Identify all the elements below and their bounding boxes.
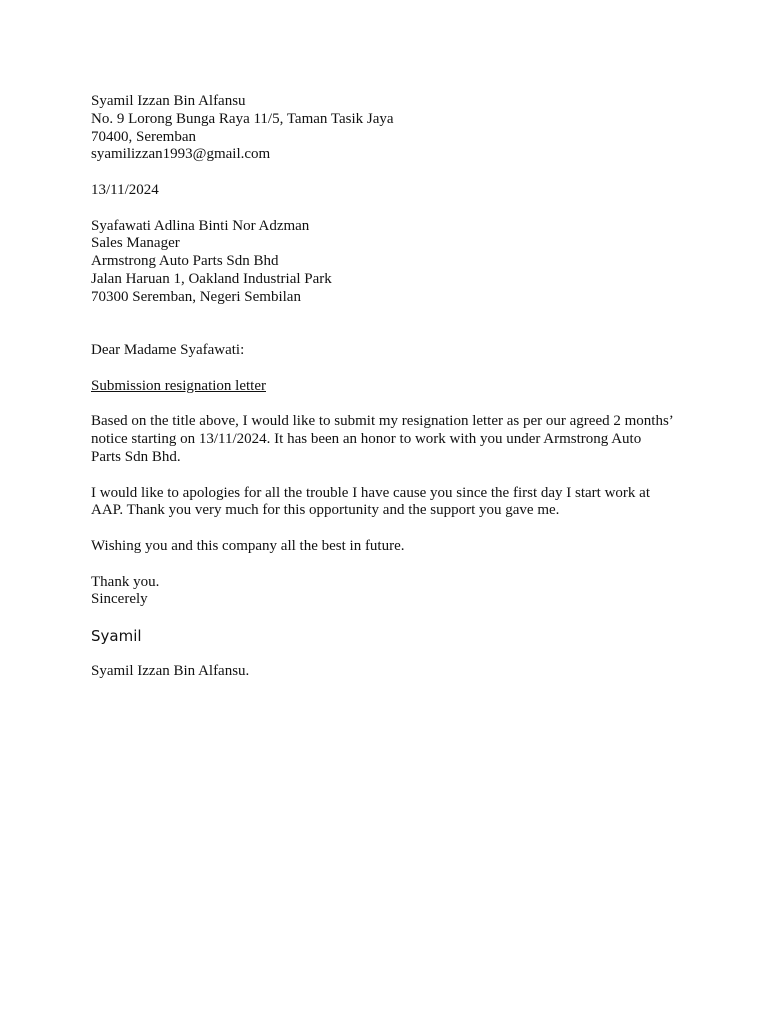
spacer [91, 467, 691, 485]
sender-address-line2: 70400, Seremban [91, 128, 196, 145]
spacer [91, 609, 691, 626]
printed-name: Syamil Izzan Bin Alfansu. [91, 663, 250, 680]
paragraph-line: Parts Sdn Bhd. [91, 448, 181, 465]
signature: Syamil [91, 627, 142, 646]
spacer [91, 396, 691, 414]
recipient-name: Syafawati Adlina Binti Nor Adzman [91, 217, 310, 234]
spacer [91, 164, 691, 182]
body-paragraph-2 [91, 485, 691, 521]
subject-line: Submission resignation letter [91, 377, 266, 394]
paragraph-line: Based on the title above, I would like to submit my resignation letter as per our agreed 2 months’ [91, 413, 674, 430]
paragraph-line: notice starting on 13/11/2024. It has been an honor to work with you under Armstrong Auto [91, 431, 642, 448]
recipient-company: Armstrong Auto Parts Sdn Bhd [91, 253, 279, 270]
body-paragraph-3: Wishing you and this company all the best in future. [91, 537, 405, 554]
spacer [91, 520, 691, 538]
closing-sincerely: Sincerely [91, 591, 148, 608]
spacer [91, 360, 691, 378]
sender-email: syamilizzan1993@gmail.com [91, 146, 271, 163]
spacer [91, 645, 691, 663]
paragraph-line: AAP. Thank you very much for this opportunity and the support you gave me. [91, 502, 560, 519]
spacer [91, 200, 691, 218]
sender-address-line1: No. 9 Lorong Bunga Raya 11/5, Taman Tasik Jaya [91, 110, 394, 127]
closing-thanks: Thank you. [91, 573, 160, 590]
recipient-address-line1: Jalan Haruan 1, Oakland Industrial Park [91, 270, 332, 287]
recipient-block [91, 218, 691, 307]
closing-block [91, 574, 691, 610]
body-paragraph-1 [91, 413, 691, 466]
sender-block [91, 93, 691, 164]
letter-date: 13/11/2024 [91, 181, 159, 198]
sender-name: Syamil Izzan Bin Alfansu [91, 93, 246, 109]
spacer [91, 556, 691, 574]
spacer [91, 307, 691, 343]
recipient-title: Sales Manager [91, 235, 180, 252]
recipient-address-line2: 70300 Seremban, Negeri Sembilan [91, 288, 301, 305]
paragraph-line: I would like to apologies for all the trouble I have cause you since the first day I start work at [91, 484, 650, 501]
salutation: Dear Madame Syafawati: [91, 342, 245, 359]
letter-body [91, 93, 691, 681]
